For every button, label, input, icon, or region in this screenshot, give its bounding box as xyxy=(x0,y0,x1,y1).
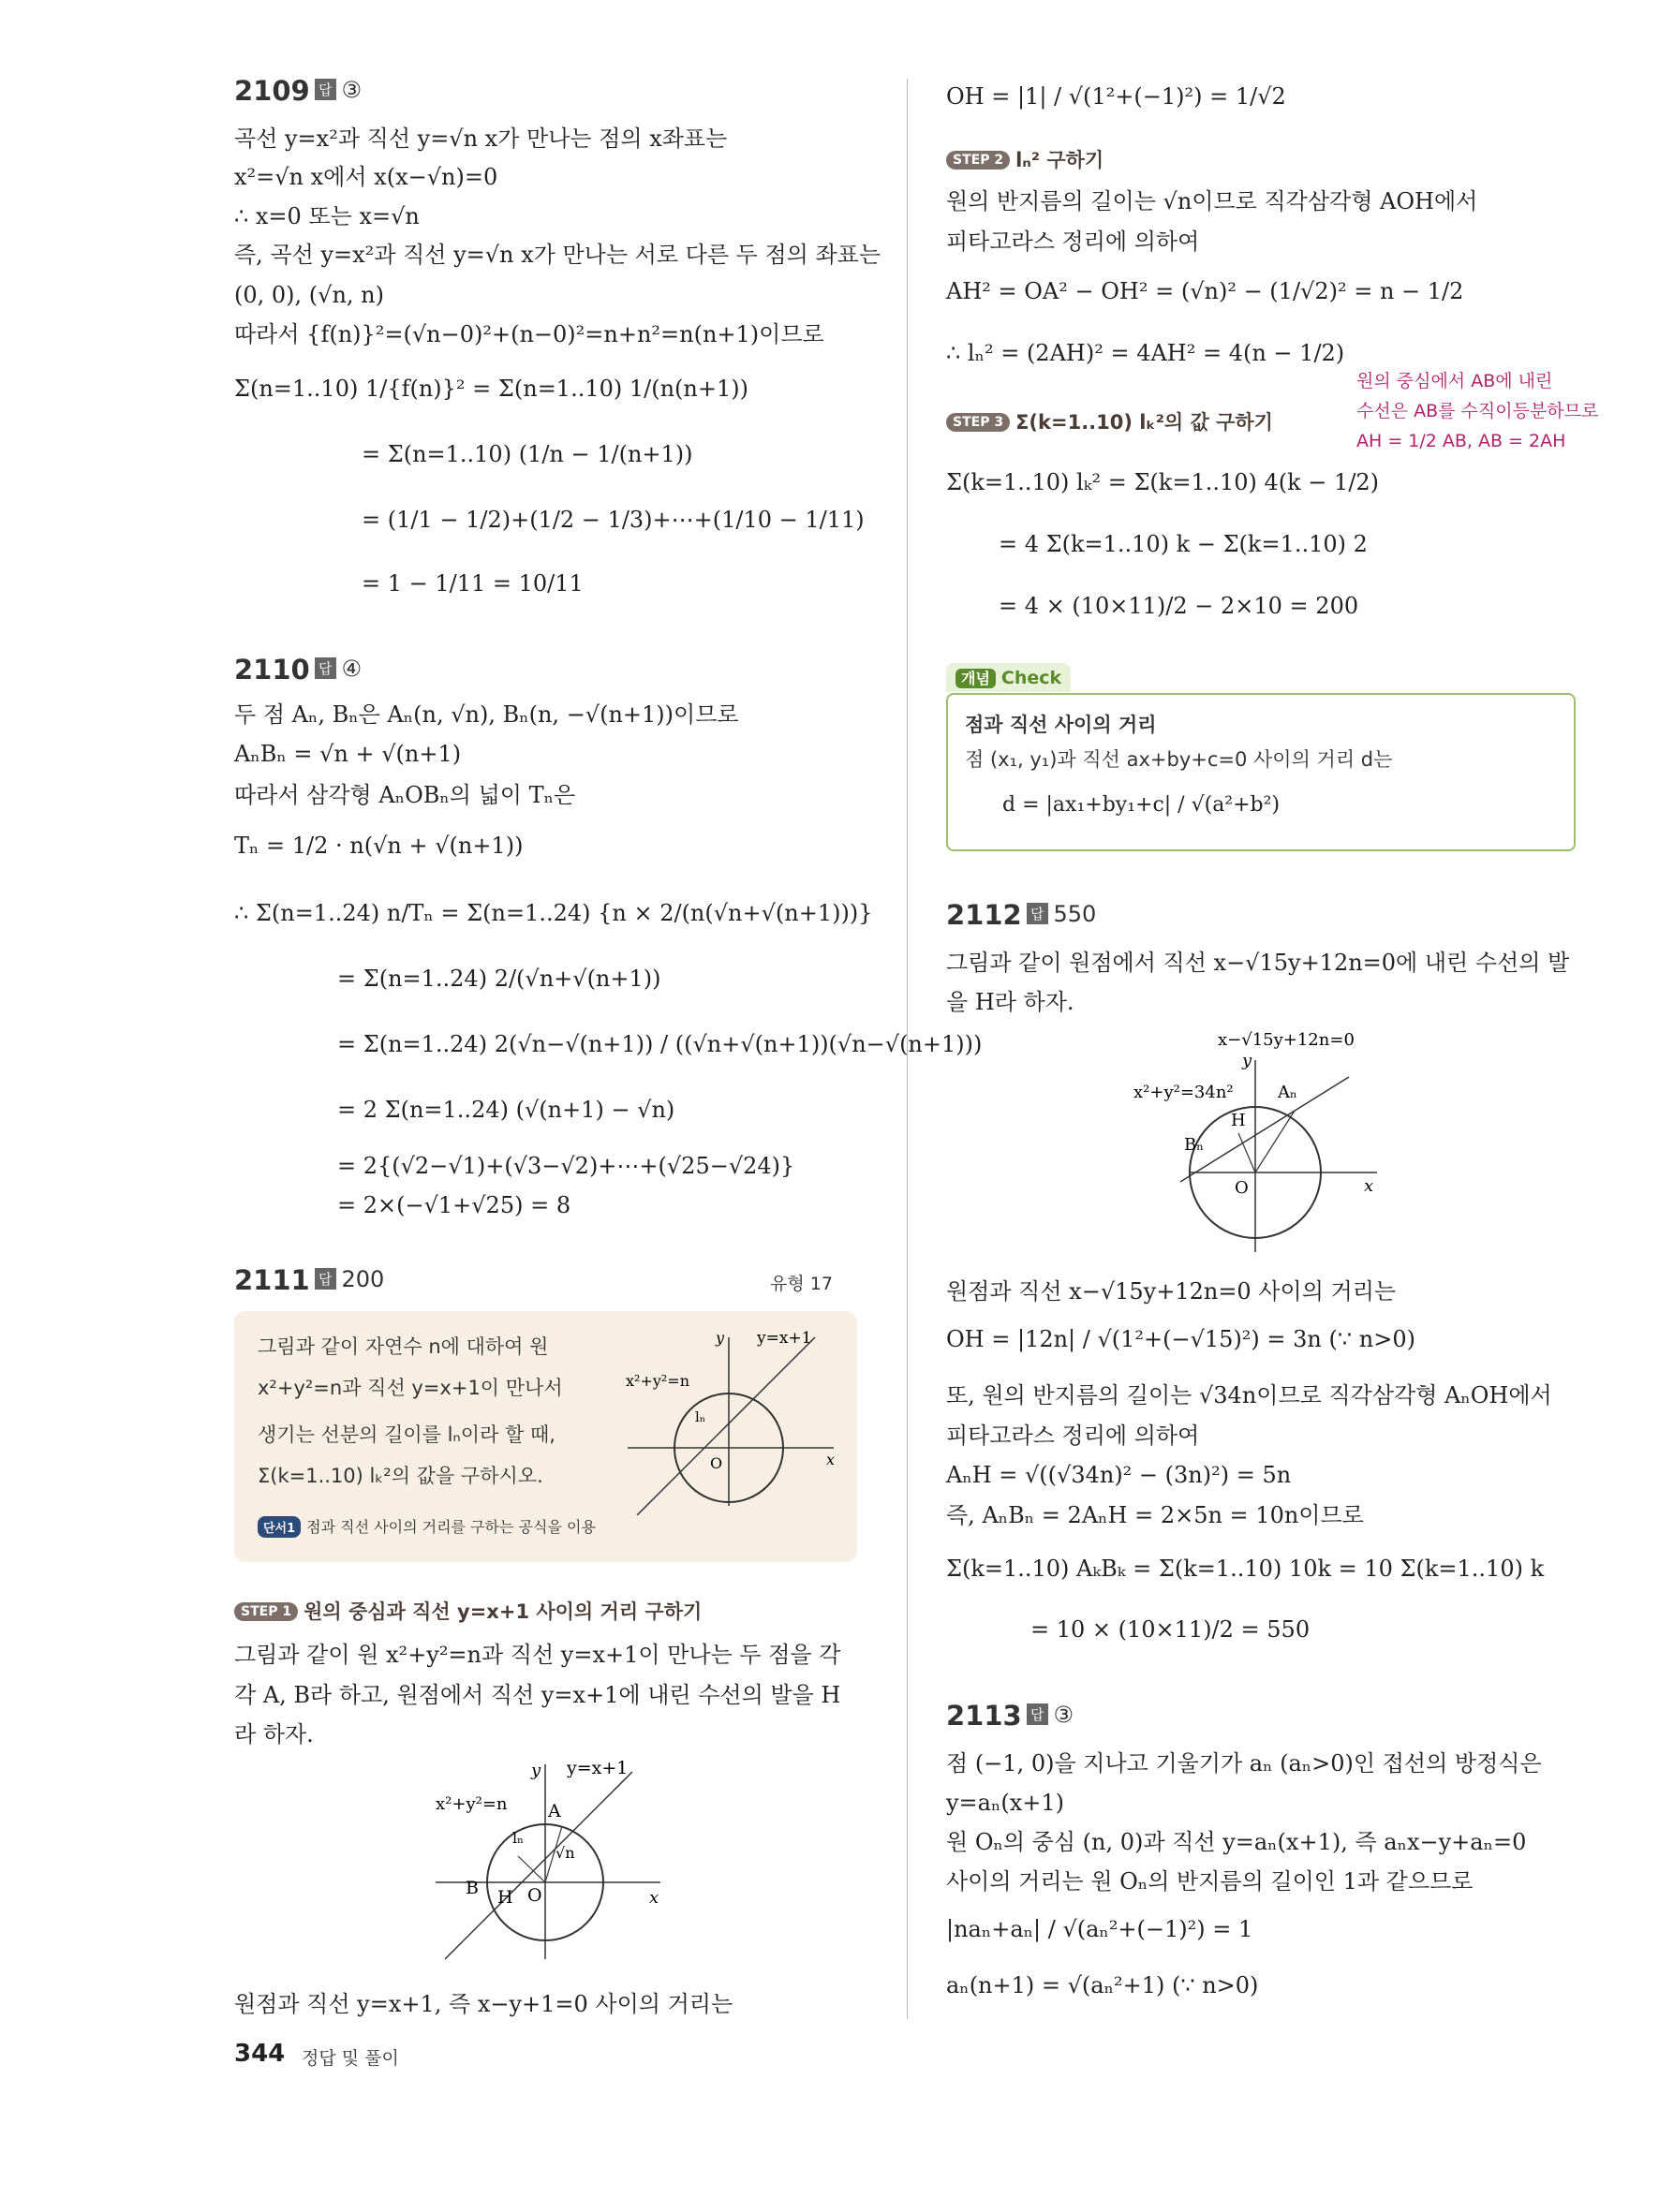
check-tab-label: Check xyxy=(1000,668,1062,688)
line: OH = |12n| / √(1²+(−√15)²) = 3n (∵ n>0) xyxy=(946,1326,1415,1352)
answer-2112 xyxy=(1027,901,1096,927)
problem-line: 생기는 선분의 길이를 lₙ이라 할 때, xyxy=(258,1423,555,1446)
line: 그림과 같이 원점에서 직선 x−√15y+12n=0에 내린 수선의 발 xyxy=(946,950,1570,976)
circle-label: x²+y²=n xyxy=(626,1372,690,1390)
line: (0, 0), (√n, n) xyxy=(234,282,384,308)
line: 피타고라스 정리에 의하여 xyxy=(946,229,1200,255)
line: 곡선 y=x²과 직선 y=√n x가 만나는 점의 x좌표는 xyxy=(234,125,728,152)
answer-value: 200 xyxy=(341,1266,385,1292)
footer-label: 정답 및 풀이 xyxy=(302,2048,399,2069)
answer-value: 550 xyxy=(1053,901,1097,927)
line: 피타고라스 정리에 의하여 xyxy=(946,1423,1200,1449)
line: Σ(n=1..10) 1/{f(n)}² = Σ(n=1..10) 1/(n(n+1)) xyxy=(234,376,748,402)
step-title-text: lₙ² 구하기 xyxy=(1015,149,1104,171)
perpendicular xyxy=(1238,1133,1255,1172)
line: = 2 Σ(n=1..24) (√(n+1) − √n) xyxy=(337,1097,675,1123)
line: |naₙ+aₙ| / √(aₙ²+(−1)²) = 1 xyxy=(946,1916,1253,1942)
line: 원의 반지름의 길이는 √n이므로 직각삼각형 AOH에서 xyxy=(946,188,1478,214)
line: 원 Oₙ의 중심 (n, 0)과 직선 y=aₙ(x+1), 즉 aₙx−y+aₙ=0 xyxy=(946,1829,1527,1855)
answer-tag: 답 xyxy=(315,79,336,100)
line: y=aₙ(x+1) xyxy=(946,1790,1064,1816)
step-badge: STEP 1 xyxy=(234,1602,298,1621)
line: = 4 Σ(k=1..10) k − Σ(k=1..10) 2 xyxy=(999,531,1368,557)
step1-title xyxy=(234,1597,702,1625)
line: 원점과 직선 y=x+1, 즉 x−y+1=0 사이의 거리는 xyxy=(234,1991,733,2017)
note-line: 원의 중심에서 AB에 내린 xyxy=(1356,371,1553,391)
line: = Σ(n=1..10) (1/n − 1/(n+1)) xyxy=(362,441,693,467)
line: 그림과 같이 원 x²+y²=n과 직선 y=x+1이 만나는 두 점을 각 xyxy=(234,1642,841,1668)
line: Σ(k=1..10) AₖBₖ = Σ(k=1..10) 10k = 10 Σ(k=1..10) k xyxy=(946,1556,1545,1582)
y-label: y xyxy=(531,1761,541,1780)
line: 각 A, B라 하고, 원점에서 직선 y=x+1에 내린 수선의 발을 H xyxy=(234,1682,841,1708)
problem-figure xyxy=(618,1319,843,1515)
answer-2113 xyxy=(1027,1702,1074,1728)
line: = 1 − 1/11 = 10/11 xyxy=(362,570,584,597)
point-a: Aₙ xyxy=(1278,1083,1297,1102)
line-y-x-plus-1 xyxy=(637,1337,815,1515)
answer-value: ④ xyxy=(341,656,363,682)
check-title: 점과 직선 사이의 거리 xyxy=(965,714,1157,736)
origin-label: O xyxy=(1235,1178,1249,1198)
point-b: Bₙ xyxy=(1184,1135,1205,1155)
line: 사이의 거리는 원 Oₙ의 반지름의 길이인 1과 같으므로 xyxy=(946,1868,1474,1895)
line: 즉, AₙBₙ = 2AₙH = 2×5n = 10n이므로 xyxy=(946,1502,1364,1528)
note-line: AH = 1/2 AB, AB = 2AH xyxy=(1356,431,1566,451)
perpendicular xyxy=(518,1856,545,1882)
problem-number-2112: 2112 xyxy=(946,899,1022,931)
line: = (1/1 − 1/2)+(1/2 − 1/3)+⋯+(1/10 − 1/11) xyxy=(362,507,865,533)
line: Tₙ = 1/2 · n(√n + √(n+1)) xyxy=(234,833,524,859)
line: 즉, 곡선 y=x²과 직선 y=√n x가 만나는 서로 다른 두 점의 좌표는 xyxy=(234,242,881,268)
answer-2109 xyxy=(315,77,362,103)
line: 을 H라 하자. xyxy=(946,989,1074,1015)
step3-title xyxy=(946,407,1273,435)
problem-number-2111: 2111 xyxy=(234,1264,310,1296)
answer-tag: 답 xyxy=(1027,903,1048,924)
radius xyxy=(1255,1111,1295,1172)
hint-badge: 단서1 xyxy=(258,1516,301,1538)
step2-title xyxy=(946,145,1104,173)
line: = 10 × (10×11)/2 = 550 xyxy=(1030,1616,1311,1643)
origin-label: O xyxy=(710,1454,723,1472)
origin-label: O xyxy=(527,1885,542,1906)
answer-tag: 답 xyxy=(315,1268,336,1290)
solution-figure-2111 xyxy=(426,1753,670,1969)
line-label: y=x+1 xyxy=(567,1758,629,1778)
line: ∴ x=0 또는 x=√n xyxy=(234,203,420,229)
l-label: lₙ xyxy=(512,1829,525,1847)
note-line: 수선은 AB를 수직이등분하므로 xyxy=(1356,401,1599,421)
line: 두 점 Aₙ, Bₙ은 Aₙ(n, √n), Bₙ(n, −√(n+1))이므로 xyxy=(234,701,739,728)
hint-text: 점과 직선 사이의 거리를 구하는 공식을 이용 xyxy=(306,1518,596,1536)
x-label: x xyxy=(649,1888,659,1908)
line-label: x−√15y+12n=0 xyxy=(1218,1030,1355,1050)
page-number: 344 xyxy=(234,2040,286,2068)
check-formula: d = |ax₁+by₁+c| / √(a²+b²) xyxy=(1002,793,1281,817)
line: 점 (−1, 0)을 지나고 기울기가 aₙ (aₙ>0)인 접선의 방정식은 xyxy=(946,1750,1542,1777)
check-tab-key: 개념 xyxy=(955,669,996,688)
line: ∴ lₙ² = (2AH)² = 4AH² = 4(n − 1/2) xyxy=(946,340,1345,366)
line: ∴ Σ(n=1..24) n/Tₙ = Σ(n=1..24) {n × 2/(n(√n+√(n+1)))} xyxy=(234,900,873,926)
answer-value: ③ xyxy=(1053,1702,1074,1728)
step-title-text: 원의 중심과 직선 y=x+1 사이의 거리 구하기 xyxy=(304,1600,703,1623)
line: = 2{(√2−√1)+(√3−√2)+⋯+(√25−√24)} xyxy=(337,1153,795,1179)
line: 따라서 {f(n)}²=(√n−0)²+(n−0)²=n+n²=n(n+1)이므로 xyxy=(234,321,824,347)
problem-number-2109: 2109 xyxy=(234,75,310,107)
line: x²=√n x에서 x(x−√n)=0 xyxy=(234,164,498,190)
problem-number-2110: 2110 xyxy=(234,654,310,686)
x-label: x xyxy=(826,1451,836,1468)
point-h: H xyxy=(1231,1111,1246,1130)
problem-number-2113: 2113 xyxy=(946,1700,1022,1732)
y-label: y xyxy=(716,1329,725,1347)
line: OH = |1| / √(1²+(−1)²) = 1/√2 xyxy=(946,83,1286,110)
line: 또, 원의 반지름의 길이는 √34n이므로 직각삼각형 AₙOH에서 xyxy=(946,1382,1552,1408)
point-h: H xyxy=(497,1887,513,1908)
line: = 2×(−√1+√25) = 8 xyxy=(337,1192,571,1218)
answer-value: ③ xyxy=(341,77,363,103)
line: = Σ(n=1..24) 2/(√n+√(n+1)) xyxy=(337,966,661,992)
line: Σ(k=1..10) lₖ² = Σ(k=1..10) 4(k − 1/2) xyxy=(946,469,1380,495)
x-label: x xyxy=(1364,1176,1374,1196)
point-b: B xyxy=(466,1878,479,1898)
answer-2111 xyxy=(315,1266,384,1292)
line: 원점과 직선 x−√15y+12n=0 사이의 거리는 xyxy=(946,1278,1397,1305)
solution-figure-2112 xyxy=(1115,1023,1396,1257)
radius-label: √n xyxy=(555,1844,575,1862)
line: aₙ(n+1) = √(aₙ²+1) (∵ n>0) xyxy=(946,1972,1259,1998)
line-label: y=x+1 xyxy=(757,1329,812,1348)
y-label: y xyxy=(1242,1051,1252,1070)
line: 라 하자. xyxy=(234,1721,314,1747)
step-badge: STEP 2 xyxy=(946,151,1010,170)
line: AH² = OA² − OH² = (√n)² − (1/√2)² = n − 1/2 xyxy=(946,278,1464,304)
circle-label: x²+y²=n xyxy=(436,1794,508,1814)
answer-tag: 답 xyxy=(315,657,336,679)
line: 따라서 삼각형 AₙOBₙ의 넓이 Tₙ은 xyxy=(234,782,576,808)
problem-line: Σ(k=1..10) lₖ²의 값을 구하시오. xyxy=(258,1465,543,1487)
answer-2110 xyxy=(315,656,362,682)
check-line: 점 (x₁, y₁)과 직선 ax+by+c=0 사이의 거리 d는 xyxy=(965,748,1393,771)
line: AₙBₙ = √n + √(n+1) xyxy=(234,741,462,767)
step-title-text: Σ(k=1..10) lₖ²의 값 구하기 xyxy=(1015,411,1273,434)
problem-line: x²+y²=n과 직선 y=x+1이 만나서 xyxy=(258,1377,563,1399)
line: AₙH = √((√34n)² − (3n)²) = 5n xyxy=(946,1462,1292,1488)
check-tab xyxy=(946,663,1071,692)
problem-line: 그림과 같이 자연수 n에 대하여 원 xyxy=(258,1335,549,1358)
line: = Σ(n=1..24) 2(√n−√(n+1)) / ((√n+√(n+1))(√n−√(n+1))) xyxy=(337,1031,983,1057)
step-badge: STEP 3 xyxy=(946,413,1010,432)
type-tag: 유형 17 xyxy=(770,1274,833,1294)
answer-tag: 답 xyxy=(1027,1703,1048,1725)
l-label: lₙ xyxy=(695,1408,706,1425)
line: = 4 × (10×11)/2 − 2×10 = 200 xyxy=(999,593,1359,619)
point-a: A xyxy=(548,1801,561,1821)
circle-label: x²+y²=34n² xyxy=(1133,1083,1234,1102)
hint-line xyxy=(258,1515,596,1538)
